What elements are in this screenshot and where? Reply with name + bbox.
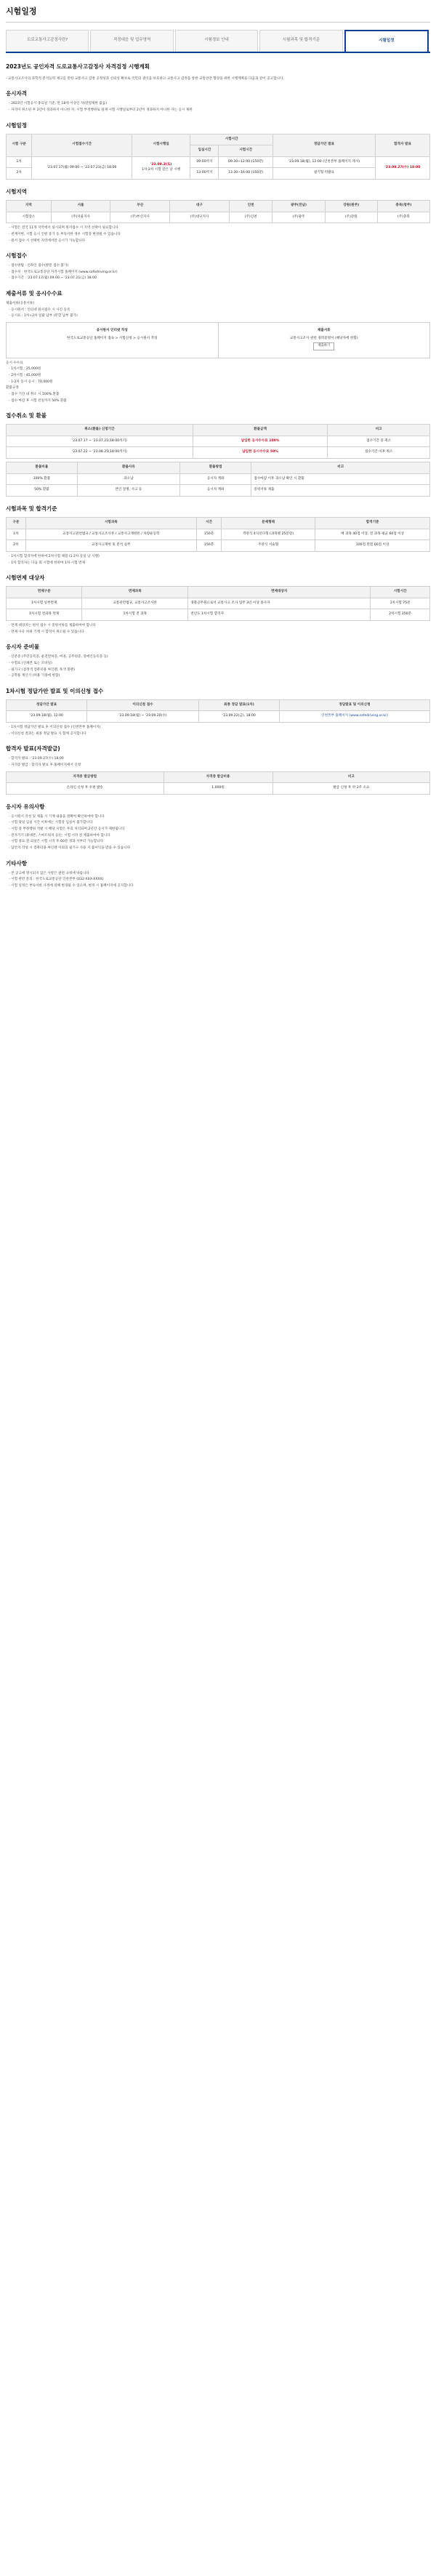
table-cell: 전년도 1차시험 합격자 [188, 609, 371, 621]
table-cell: (주)충북 [377, 212, 429, 223]
table-cell: (주)강원 [325, 212, 377, 223]
list-item: - 1차시험 합격자에 한하여 2차시험 채점 (1·2차 동일 날 시행) [9, 555, 430, 560]
list-item: - 전자기기 (휴대폰, 스마트워치 등)는 시험 시작 전 제출하여야 합니다 [9, 834, 430, 839]
table-header: 비고 [251, 462, 430, 474]
table-header: 시험시행일 [132, 134, 190, 156]
table-header: 환불방법 [179, 462, 251, 474]
refund-period-table [6, 424, 430, 459]
table-cell: '23.07.22 ~ '23.08.25(18:00까지) [7, 447, 193, 459]
list-item: - 시험 당일 입실 시간 이후에는 시험장 입실이 불가합니다 [9, 821, 430, 826]
answers-table [6, 699, 430, 723]
tab-schedule[interactable]: 시험일정 [344, 30, 429, 52]
table-row [7, 212, 430, 223]
table-cell: '23.09.18(월), 12:00 [7, 711, 87, 723]
table-cell: 응시자 계좌 [179, 473, 251, 485]
table-cell: 접수기간 이후 취소 [328, 447, 430, 459]
list-item: - 공학용 계산기 (허용 기종에 한함) [9, 674, 430, 679]
table-row [7, 447, 430, 459]
table-cell: '23.09.18(월) ~ '23.09.20(수) [87, 711, 199, 723]
section-title-exemption: 시험면제 대상자 [6, 574, 45, 582]
table-header: 환불사유 [77, 462, 179, 474]
list-item: - 2023년 시험응시 종료일 기준, 만 18세 이상인 자(연령제한 없음) [9, 102, 430, 107]
flow-body: 교통사고조사 관련 경력증명서 (해당자에 한함) [289, 336, 358, 340]
list-item: - 시험은 전국 11개 지역에서 실시되며 원서접수 시 지역 선택이 필요합니다 [9, 226, 430, 231]
table-cell: 1차 [7, 156, 32, 168]
table-row [7, 156, 430, 168]
table-cell: (주)인천 [229, 212, 272, 223]
list-item: - 천재지변, 시험 응시 인원 증가 등 부득이한 경우 시험장 변경될 수 있습니다 [9, 233, 430, 238]
table-row [7, 485, 430, 497]
table-header: 입실시간 [190, 145, 219, 157]
table-header: 인천 [229, 201, 272, 212]
table-row [7, 711, 430, 723]
table-cell: 2차 [7, 168, 32, 180]
list-item: - 시험 일정은 부득이한 사정에 의해 변경될 수 있으며, 변경 시 홈페이지에 공지합니다 [9, 884, 430, 889]
document-flow [6, 322, 430, 358]
table-cell: 09:30~12:00 (150분) [219, 156, 272, 168]
list-item: - 신분증 (주민등록증, 운전면허증, 여권, 공무원증, 장애인등록증 등) [9, 655, 430, 660]
list-item: - 원서 접수 시 선택한 지역에서만 응시가 가능합니다 [9, 239, 430, 244]
docs-label: 제출서류(공통서류) [6, 302, 35, 305]
table-cell: (주)대구지사 [170, 212, 230, 223]
table-cell: 증빙서류 제출 [251, 485, 430, 497]
table-header: 시험 구분 [7, 134, 32, 156]
table-cell: 교통사고관련법규 / 교통사고조사론 / 교통사고재현론 / 차량운동학 [25, 529, 196, 540]
list-item: - 시험 종료 전 퇴실은 시험 시작 후 60분 경과 시부터 가능합니다 [9, 840, 430, 845]
table-cell: 교통관련법규, 교통사고조사론 [82, 598, 188, 609]
table-cell: 100점 만점 60점 이상 [315, 540, 430, 552]
table-cell: 객관식 4지선다형 (과목별 25문항) [222, 529, 315, 540]
announce-title: 2023년도 공인자격 도로교통사고감정사 자격검정 시행계획 [6, 63, 150, 70]
list-item: - 1차 합격자는 다음 회 시험에 한하여 1차 시험 면제 [9, 561, 430, 566]
flow-head: 제출서류 [317, 328, 331, 332]
list-item: - 시험 중 부정행위 적발 시 해당 시험은 무효 처리되며 2년간 응시가 제한됩니다 [9, 827, 430, 832]
list-item: - 합격자 발표 : '23.09.27(수) 18:00 [9, 757, 430, 762]
table-row [7, 529, 430, 540]
table-cell: '23.09.27(수) 18:00 [375, 156, 429, 179]
table-header: 구분 [7, 517, 26, 529]
table-header: 이의신청 접수 [87, 699, 199, 711]
table-header: 지역 [7, 201, 52, 212]
table-cell: 발급 신청 후 약 2주 소요 [272, 783, 429, 795]
announce-text: - 교통사고조사의 과학적 분석능력 제고를 통한 교통사고 감정 공정성과 신뢰성 확보로 국민의 권익을 보호하고 교통사고 감정을 통한 교통안전 향상을 위한 시행계획을 다음과 같이 공고합니다. [6, 76, 284, 81]
section-title-subjects: 시험과목 및 합격기준 [6, 505, 57, 513]
table-cell: 150분 [197, 540, 222, 552]
list-item: - 본 공고에 명시되지 않은 사항은 관련 규정에 따릅니다 [9, 872, 430, 877]
table-cell: 1차시험 75분 [371, 598, 430, 609]
list-item: - 자격증 발급 : 합격자 발표 후 홈페이지에서 신청 [9, 763, 430, 769]
flow-step-documents [218, 323, 430, 358]
table-header: 시험시간 [219, 145, 272, 157]
table-cell: (주)광주 [272, 212, 325, 223]
section-title-schedule: 시험일정 [6, 121, 27, 129]
list-item: - 응시원서 : 인터넷 원서접수 시 사진 등록 [9, 308, 430, 313]
table-cell: 과오납 [77, 473, 179, 485]
table-header: 자격증 발급비용 [164, 771, 272, 783]
table-cell: 1,000원 [164, 783, 272, 795]
subjects-table [6, 517, 430, 552]
flow-step-online [7, 323, 218, 358]
table-cell: 시험장소 [7, 212, 52, 223]
flow-head: 응시원서 인터넷 작성 [96, 328, 128, 332]
table-header: 비고 [272, 771, 429, 783]
list-item: - 1·2차 동시 응시 : 70,000원 [9, 380, 430, 385]
exam-date: '23.09.2(토) [150, 163, 172, 167]
table-cell: 경찰공무원으로서 교통사고 조사 업무 3년 이상 종사자 [188, 598, 371, 609]
section-title-documents: 제출서류 및 응시수수료 [6, 290, 62, 297]
table-row [7, 540, 430, 552]
table-row [7, 436, 430, 447]
section-title-application: 시험접수 [6, 252, 27, 260]
table-cell: (주)서울지사 [51, 212, 110, 223]
table-header: 광주(전남) [272, 201, 325, 212]
table-cell: '23.09.18(월), 12:00 (인천본부 홈페이지 게시) [272, 156, 375, 168]
list-item: - 접수기간 : '23.07.17(월) 09:00 ~ '23.07.21(금) 18:00 [9, 276, 430, 281]
table-cell: 50% 환불 [7, 485, 78, 497]
table-row [7, 783, 430, 795]
table-cell: '23.07.17(월) 09:00 ~ '23.07.21(금) 18:00 [32, 156, 132, 179]
list-item: - 1차시험 정답가안 발표 후 이의신청 접수 (인천본부 홈페이지) [9, 726, 430, 731]
table-cell: 2차시험 150분 [371, 609, 430, 621]
table-cell: '23.09.22(금), 18:00 [198, 711, 279, 723]
table-cell: 1차시험 일부면제 [7, 598, 82, 609]
table-header: 시험접수기간 [32, 134, 132, 156]
table-cell: 2차 [7, 540, 26, 552]
table-header: 최종 정답 발표(1차) [198, 699, 279, 711]
list-item: - 자격이 취소된 후 2년이 경과하지 아니한 자, 시험 부정행위로 실제 시험 시행일로부터 2년이 경과하지 아니한 자는 응시 제한 [9, 108, 430, 113]
table-cell: 납입한 응시수수료 100% [193, 436, 328, 447]
table-cell: 150분 [197, 529, 222, 540]
table-header: 부산 [110, 201, 170, 212]
table-header: 시간 [197, 517, 222, 529]
table-header: 정답가안 발표 [272, 134, 375, 156]
section-title-etc: 기타사항 [6, 859, 27, 867]
table-header: 면제과목 [82, 587, 188, 598]
list-item: - 접수 마감 후 시험 전일까지 50% 환불 [9, 399, 430, 404]
table-cell: 매 과목 40점 이상, 전 과목 평균 60점 이상 [315, 529, 430, 540]
table-header: 환불금액 [193, 425, 328, 436]
table-header: 면제구분 [7, 587, 82, 598]
list-item: - 접수 기간 내 취소 시 100% 환불 [9, 393, 430, 398]
tab-bar [6, 30, 430, 53]
refund-label: 환불규정 [6, 386, 19, 390]
table-header: 합격기준 [315, 517, 430, 529]
table-header: 취소(환불) 신청기간 [7, 425, 193, 436]
table-header: 대구 [170, 201, 230, 212]
table-cell: 13:30~16:00 (150분) [219, 168, 272, 180]
table-header: 환불비율 [7, 462, 78, 474]
table-cell [132, 156, 190, 179]
tab-intro[interactable]: 도로교통사고감정사란? [6, 30, 89, 52]
exemption-table [6, 586, 430, 621]
table-cell: 주관식 서술형 [222, 540, 315, 552]
exam-date-note: 1차·2차 시험 같은 날 시행 [142, 167, 181, 172]
table-header: 강원(원주) [325, 201, 377, 212]
submit-documents-button[interactable]: 제출하기 [313, 342, 334, 350]
table-header: 문제형태 [222, 517, 315, 529]
table-cell: 본인 질병, 사고 등 [77, 485, 179, 497]
list-item: - 시험 관련 문의 : 한국도로교통공단 인천본부 (032-XXX-XXXX) [9, 878, 430, 883]
table-header: 면제대상자 [188, 587, 371, 598]
list-item: - 면제 대상자는 원서 접수 시 증빙서류를 제출하여야 합니다 [9, 624, 430, 629]
section-title-supplies: 응시자 준비물 [6, 643, 40, 651]
list-item: - 접수처 : 한국도로교통공단 자격시험 홈페이지 (www.safedriving.or.kr) [9, 270, 430, 276]
table-cell: 1차 [7, 529, 26, 540]
section-title-results: 합격자 발표(자격발급) [6, 745, 60, 753]
table-header: 시험시간 [190, 134, 273, 145]
tab-scope[interactable]: 적정대응 및 업무영역 [90, 30, 173, 52]
list-item: - 2차시험 : 45,000원 [9, 374, 430, 379]
table-cell: 1차시험 전과목 면제 [7, 609, 82, 621]
table-cell: '23.07.17 ~ '23.07.21(18:00까지) [7, 436, 193, 447]
refund-reason-table [6, 462, 430, 497]
table-header: 합격자 발표 [375, 134, 429, 156]
flow-body: 한국도로교통공단 홈페이지 접속 > 시험신청 > 응시원서 작성 [67, 336, 158, 340]
table-cell: 100% 환불 [7, 473, 78, 485]
list-item: - 이의신청 결과는 최종 정답 발표 시 함께 공지합니다 [9, 732, 430, 737]
table-header: 충북(청주) [377, 201, 429, 212]
table-cell: 접수기간 중 취소 [328, 436, 430, 447]
section-title-answers: 1차시험 정답가안 발표 및 이의신청 접수 [6, 687, 104, 694]
list-item: - 1차시험 : 25,000원 [9, 367, 430, 372]
section-title-cautions: 응시자 유의사항 [6, 803, 45, 810]
table-header: 정답발표 및 이의신청 [279, 699, 429, 711]
table-header: 정답가안 발표 [7, 699, 87, 711]
table-row [7, 473, 430, 485]
table-cell: 1차시험 전 과목 [82, 609, 188, 621]
table-row [7, 598, 430, 609]
certificate-table [6, 771, 430, 795]
table-header: 비고 [328, 425, 430, 436]
list-item: - 면제 사유 허위 기재 시 합격이 취소될 수 있습니다 [9, 630, 430, 635]
list-item: - 응시료 : 1차+2차 일괄 납부 (분할 납부 불가) [9, 314, 430, 319]
page [0, 0, 436, 905]
list-item: - 응시원서 작성 및 제출 시 기재 내용을 정확히 확인하여야 합니다 [9, 815, 430, 820]
section-title-refund: 접수취소 및 환불 [6, 412, 47, 420]
table-row [7, 609, 430, 621]
tab-subjects[interactable]: 시험과목 및 합격기준 [259, 30, 342, 52]
table-header: 시험시간 [371, 587, 430, 598]
list-item: - 접수방법 : 온라인 접수(방문 접수 불가) [9, 264, 430, 269]
table-cell: 교통사고재현 및 분석 실무 [25, 540, 196, 552]
table-cell: (주)부산지사 [110, 212, 170, 223]
table-cell: 온라인 신청 후 우편 발송 [7, 783, 164, 795]
table-cell: 필기형 미발표 [272, 168, 375, 180]
fee-label: 응시 수수료 [6, 361, 23, 365]
page-title: 시험일정 [6, 6, 430, 23]
schedule-table [6, 134, 430, 180]
table-cell: 09:00까지 [190, 156, 219, 168]
table-header: 시험과목 [25, 517, 196, 529]
list-item: - 필기구 (검정색 컴퓨터용 싸인펜, 흑색 볼펜) [9, 668, 430, 673]
homepage-link[interactable]: 인천본부 홈페이지 (www.safedriving.or.kr) [279, 711, 429, 723]
table-cell: 13:00까지 [190, 168, 219, 180]
list-item: - 답안지 작성 시 컴퓨터용 싸인펜 이외의 필기구 사용 시 불이익을 받을 수 있습니다 [9, 846, 430, 851]
table-cell: 접수마감 이후 과오납 확인 시 환불 [251, 473, 430, 485]
table-cell: 응시자 계좌 [179, 485, 251, 497]
table-header: 서울 [51, 201, 110, 212]
table-cell: 납입한 응시수수료 50% [193, 447, 328, 459]
tab-exam-info[interactable]: 시험정보 안내 [175, 30, 258, 52]
list-item: - 수험표 (인쇄본 또는 모바일) [9, 662, 430, 667]
section-title-eligibility: 응시자격 [6, 90, 27, 97]
region-table [6, 200, 430, 223]
section-title-region: 시험지역 [6, 188, 27, 196]
table-header: 자격증 발급방법 [7, 771, 164, 783]
